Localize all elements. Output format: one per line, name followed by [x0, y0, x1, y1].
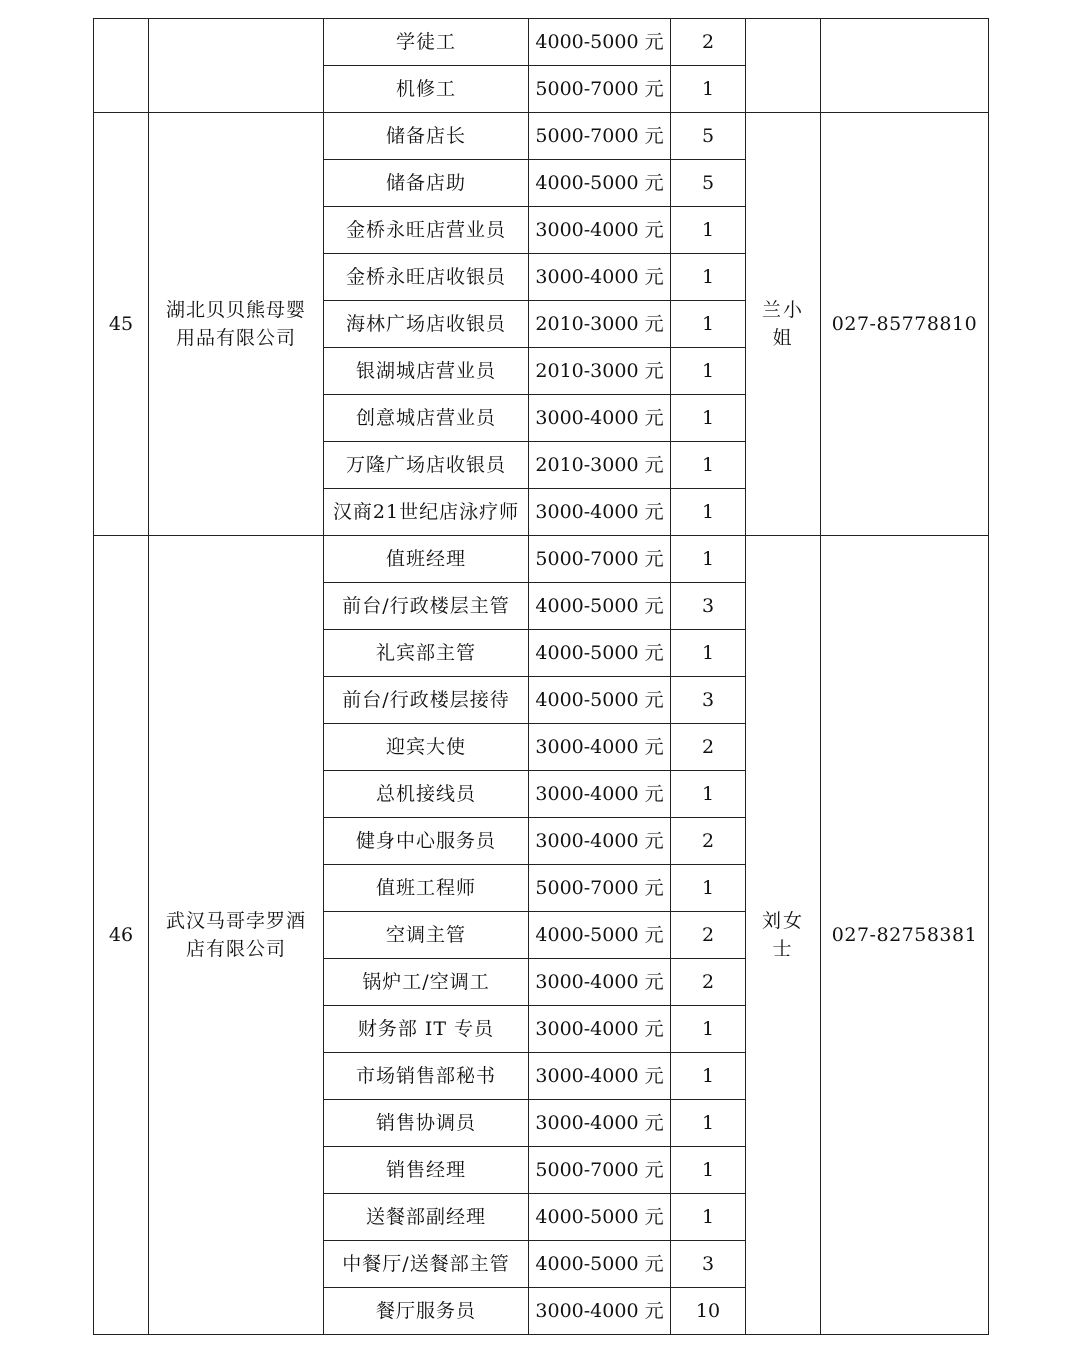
job-title-cell: 送餐部副经理 — [324, 1194, 529, 1241]
salary-cell: 3000-4000 元 — [529, 1053, 671, 1100]
job-title-cell: 财务部 IT 专员 — [324, 1006, 529, 1053]
contact-person-cell: 兰小姐 — [746, 113, 821, 536]
headcount-cell: 1 — [671, 301, 746, 348]
job-title-cell: 销售协调员 — [324, 1100, 529, 1147]
salary-cell: 3000-4000 元 — [529, 818, 671, 865]
headcount-cell: 1 — [671, 395, 746, 442]
job-title-cell: 前台/行政楼层接待 — [324, 677, 529, 724]
headcount-cell: 3 — [671, 583, 746, 630]
salary-cell: 4000-5000 元 — [529, 912, 671, 959]
headcount-cell: 1 — [671, 771, 746, 818]
job-title-cell: 礼宾部主管 — [324, 630, 529, 677]
salary-cell: 5000-7000 元 — [529, 536, 671, 583]
salary-cell: 3000-4000 元 — [529, 771, 671, 818]
salary-cell: 5000-7000 元 — [529, 1147, 671, 1194]
table-row — [94, 19, 989, 66]
headcount-cell: 2 — [671, 724, 746, 771]
headcount-cell: 2 — [671, 912, 746, 959]
job-title-cell: 万隆广场店收银员 — [324, 442, 529, 489]
headcount-cell: 1 — [671, 1100, 746, 1147]
salary-cell: 2010-3000 元 — [529, 442, 671, 489]
job-title-cell: 银湖城店营业员 — [324, 348, 529, 395]
company-name-cell: 湖北贝贝熊母婴用品有限公司 — [149, 113, 324, 536]
company-number-cell: 45 — [94, 113, 149, 536]
headcount-cell: 3 — [671, 1241, 746, 1288]
table-body — [94, 19, 989, 1335]
company-name-cell: 武汉马哥孛罗酒店有限公司 — [149, 536, 324, 1335]
table-row — [94, 536, 989, 583]
salary-cell: 3000-4000 元 — [529, 1006, 671, 1053]
job-title-cell: 创意城店营业员 — [324, 395, 529, 442]
salary-cell: 3000-4000 元 — [529, 1100, 671, 1147]
job-title-cell: 值班经理 — [324, 536, 529, 583]
job-title-cell: 市场销售部秘书 — [324, 1053, 529, 1100]
job-title-cell: 金桥永旺店收银员 — [324, 254, 529, 301]
salary-cell: 2010-3000 元 — [529, 301, 671, 348]
job-title-cell: 锅炉工/空调工 — [324, 959, 529, 1006]
job-title-cell: 金桥永旺店营业员 — [324, 207, 529, 254]
job-title-cell: 前台/行政楼层主管 — [324, 583, 529, 630]
job-title-cell: 餐厅服务员 — [324, 1288, 529, 1335]
headcount-cell: 2 — [671, 19, 746, 66]
job-title-cell: 总机接线员 — [324, 771, 529, 818]
headcount-cell: 3 — [671, 677, 746, 724]
headcount-cell: 2 — [671, 818, 746, 865]
headcount-cell: 2 — [671, 959, 746, 1006]
contact-person-cell: 刘女士 — [746, 536, 821, 1335]
phone-cell: 027-85778810 — [821, 113, 989, 536]
salary-cell: 3000-4000 元 — [529, 1288, 671, 1335]
salary-cell: 5000-7000 元 — [529, 113, 671, 160]
contact-person-cell — [746, 19, 821, 113]
headcount-cell: 1 — [671, 207, 746, 254]
job-title-cell: 海林广场店收银员 — [324, 301, 529, 348]
phone-cell: 027-82758381 — [821, 536, 989, 1335]
headcount-cell: 1 — [671, 1194, 746, 1241]
job-title-cell: 储备店长 — [324, 113, 529, 160]
job-title-cell: 值班工程师 — [324, 865, 529, 912]
headcount-cell: 1 — [671, 66, 746, 113]
job-title-cell: 机修工 — [324, 66, 529, 113]
job-title-cell: 销售经理 — [324, 1147, 529, 1194]
job-title-cell: 空调主管 — [324, 912, 529, 959]
salary-cell: 3000-4000 元 — [529, 395, 671, 442]
salary-cell: 4000-5000 元 — [529, 19, 671, 66]
job-listing-table — [93, 18, 989, 1335]
job-title-cell: 中餐厅/送餐部主管 — [324, 1241, 529, 1288]
salary-cell: 3000-4000 元 — [529, 254, 671, 301]
salary-cell: 4000-5000 元 — [529, 677, 671, 724]
company-name-cell — [149, 19, 324, 113]
salary-cell: 4000-5000 元 — [529, 1194, 671, 1241]
headcount-cell: 1 — [671, 1053, 746, 1100]
phone-cell — [821, 19, 989, 113]
salary-cell: 3000-4000 元 — [529, 724, 671, 771]
headcount-cell: 5 — [671, 160, 746, 207]
salary-cell: 5000-7000 元 — [529, 66, 671, 113]
salary-cell: 3000-4000 元 — [529, 207, 671, 254]
headcount-cell: 1 — [671, 1147, 746, 1194]
headcount-cell: 1 — [671, 442, 746, 489]
salary-cell: 4000-5000 元 — [529, 583, 671, 630]
salary-cell: 5000-7000 元 — [529, 865, 671, 912]
headcount-cell: 1 — [671, 630, 746, 677]
headcount-cell: 1 — [671, 348, 746, 395]
salary-cell: 3000-4000 元 — [529, 959, 671, 1006]
company-number-cell — [94, 19, 149, 113]
salary-cell: 4000-5000 元 — [529, 1241, 671, 1288]
job-title-cell: 汉商21世纪店泳疗师 — [324, 489, 529, 536]
headcount-cell: 1 — [671, 865, 746, 912]
salary-cell: 3000-4000 元 — [529, 489, 671, 536]
salary-cell: 4000-5000 元 — [529, 160, 671, 207]
headcount-cell: 10 — [671, 1288, 746, 1335]
salary-cell: 4000-5000 元 — [529, 630, 671, 677]
headcount-cell: 1 — [671, 1006, 746, 1053]
headcount-cell: 1 — [671, 489, 746, 536]
headcount-cell: 1 — [671, 536, 746, 583]
job-title-cell: 健身中心服务员 — [324, 818, 529, 865]
job-title-cell: 储备店助 — [324, 160, 529, 207]
table-row — [94, 113, 989, 160]
headcount-cell: 1 — [671, 254, 746, 301]
job-title-cell: 学徒工 — [324, 19, 529, 66]
salary-cell: 2010-3000 元 — [529, 348, 671, 395]
headcount-cell: 5 — [671, 113, 746, 160]
company-number-cell: 46 — [94, 536, 149, 1335]
job-title-cell: 迎宾大使 — [324, 724, 529, 771]
